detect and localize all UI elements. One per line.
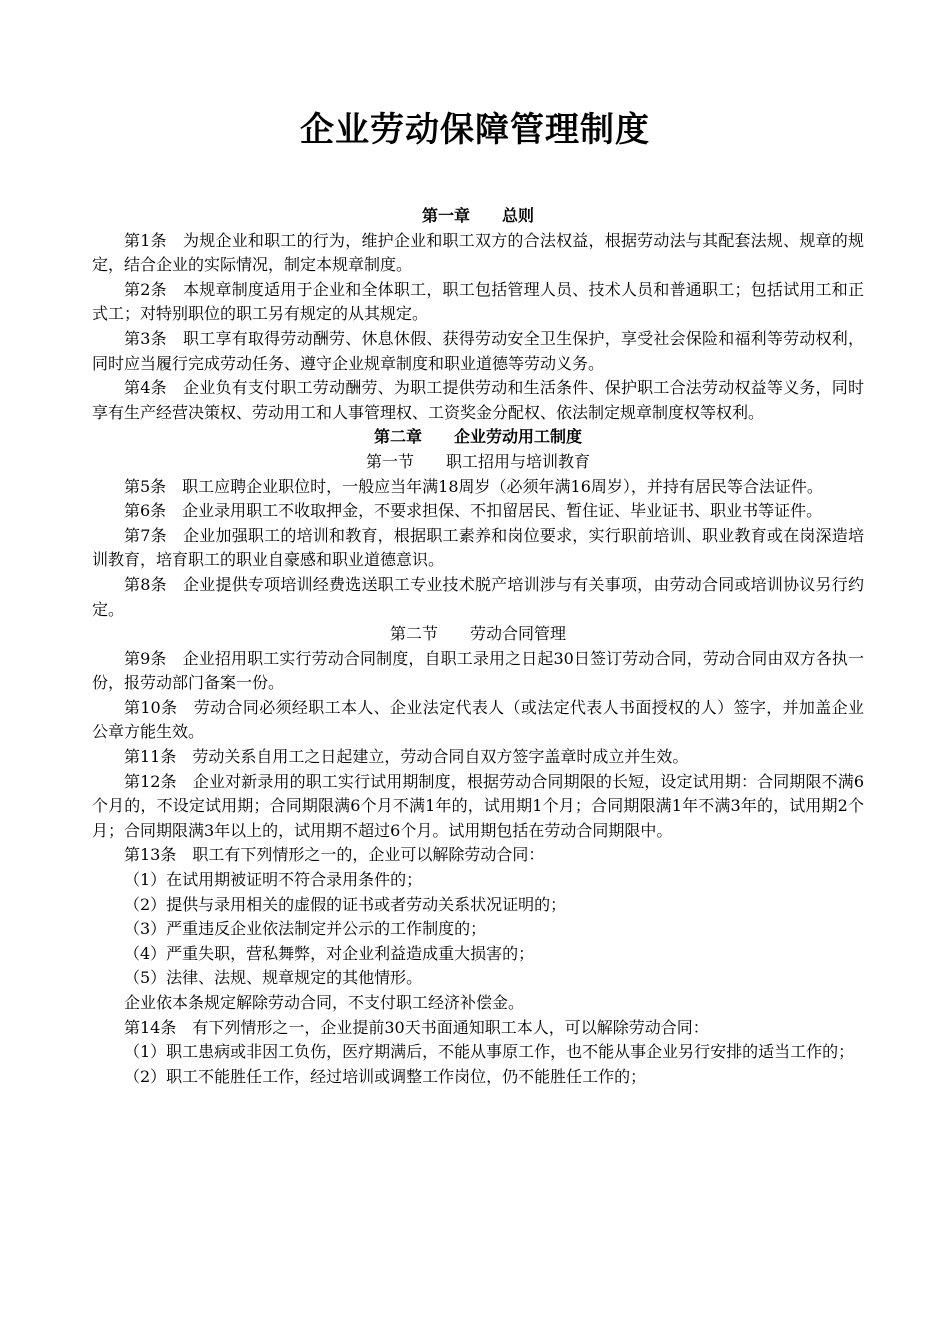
list-item: （1）在试用期被证明不符合录用条件的； — [124, 870, 423, 890]
article-5: 第5条 职工应聘企业职位时，一般应当年满18周岁（必须年满16周岁），并持有居民等合法证件。 — [124, 476, 823, 496]
article-8: 第8条 企业提供专项培训经费选送职工专业技术脱产培训涉与有关事项，由劳动合同或培训协议另行约定。 — [92, 574, 864, 619]
article-13: 第13条 职工有下列情形之一的，企业可以解除劳动合同： — [124, 845, 545, 865]
chapter-heading: 第一章 总则 — [421, 206, 534, 225]
article-1: 第1条 为规企业和职工的行为，维护企业和职工双方的合法权益，根据劳动法与其配套法规、规章的规定，结合企业的实际情况，制定本规章制度。 — [92, 230, 864, 275]
article-6: 第6条 企业录用职工不收取押金，不要求担保、不扣留居民、暂住证、毕业证书、职业书等证件。 — [124, 501, 823, 521]
article-12: 第12条 企业对新录用的职工实行试用期制度，根据劳动合同期限的长短，设定试用期：合同期限不满6个月的，不设定试用期；合同期限满6个月不满1年的，试用期1个月；合同期限满1年不满3年的，试用期2个月；合同期限满3年以上的，试用期不超过6个月。试用期包括在劳动合同期限中。 — [92, 771, 864, 840]
article-11: 第11条 劳动关系自用工之日起建立，劳动合同自双方签字盖章时成立并生效。 — [124, 747, 689, 767]
list-item: （3）严重违反企业依法制定并公示的工作制度的； — [124, 919, 487, 939]
article-4: 第4条 企业负有支付职工劳动酬劳、为职工提供劳动和生活条件、保护职工合法劳动权益等义务，同时享有生产经营决策权、劳动用工和人事管理权、工资奖金分配权、依法制定规章制度权等权利。 — [92, 378, 864, 422]
chapter-heading: 第二章 企业劳动用工制度 — [373, 427, 582, 447]
article-3: 第3条 职工享有取得劳动酬劳、休息休假、获得劳动安全卫生保护，享受社会保险和福利等劳动权利，同时应当履行完成劳动任务、遵守企业规章制度和职业道德等劳动义务。 — [92, 328, 864, 373]
list-item: （2）职工不能胜任工作，经过培训或调整工作岗位，仍不能胜任工作的； — [124, 1066, 647, 1086]
section-heading: 第一节 职工招用与培训教育 — [365, 451, 590, 471]
article-13-note: 企业依本条规定解除劳动合同，不支付职工经济补偿金。 — [124, 993, 525, 1012]
list-item: （1）职工患病或非因工负伤，医疗期满后，不能从事原工作，也不能从事企业另行安排的适当工作的； — [124, 1042, 855, 1062]
list-item: （5）法律、法规、规章规定的其他情形。 — [124, 968, 423, 988]
article-2: 第2条 本规章制度适用于企业和全体职工，职工包括管理人员、技术人员和普通职工；包括试用工和正式工；对特别职位的职工另有规定的从其规定。 — [92, 279, 864, 324]
article-14: 第14条 有下列情形之一，企业提前30天书面通知职工本人，可以解除劳动合同： — [124, 1017, 709, 1037]
document-title: 企业劳动保障管理制度 — [300, 110, 650, 150]
list-item: （4）严重失职，营私舞弊，对企业利益造成重大损害的； — [124, 943, 535, 963]
section-heading: 第二节 劳动合同管理 — [389, 624, 566, 644]
article-9: 第9条 企业招用职工实行劳动合同制度，自职工录用之日起30日签订劳动合同，劳动合同由双方各执一份，报劳动部门备案一份。 — [92, 648, 864, 693]
article-7: 第7条 企业加强职工的培训和教育，根据职工素养和岗位要求，实行职前培训、职业教育或在岗深造培训教育，培育职工的职业自豪感和职业道德意识。 — [92, 525, 864, 570]
article-10: 第10条 劳动合同必须经职工本人、企业法定代表人（或法定代表人书面授权的人）签字，并加盖企业公章方能生效。 — [92, 697, 864, 742]
list-item: （2）提供与录用相关的虚假的证书或者劳动关系状况证明的； — [124, 894, 567, 914]
document-body — [92, 204, 864, 1089]
